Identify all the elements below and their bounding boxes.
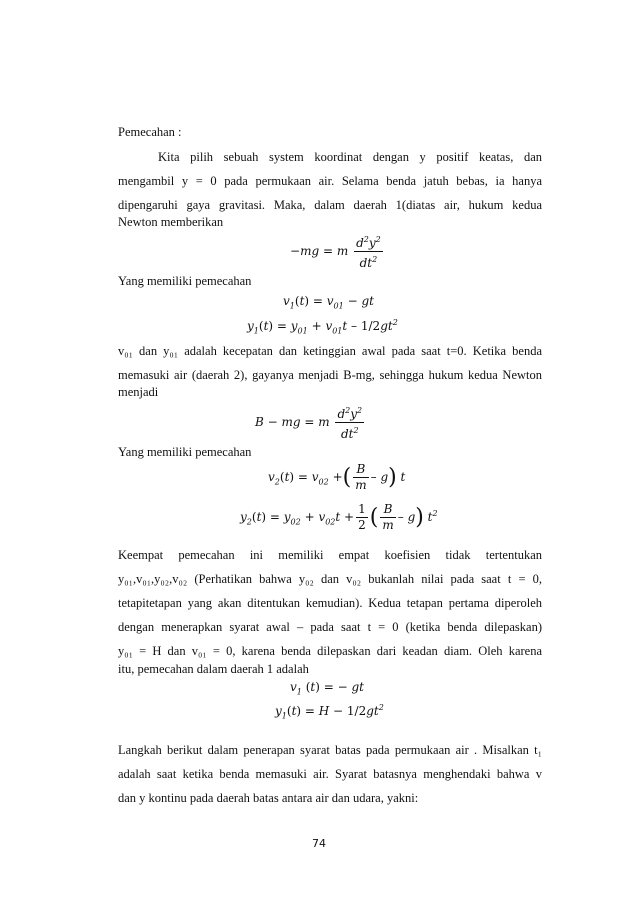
paragraph-1-line-3: dipengaruhi gaya gravitasi. Maka, dalam daerah 1(diatas air, hukum kedua <box>118 198 542 212</box>
equation-2: $v_1(t) = v_{01}$ − gt <box>283 294 374 311</box>
solution-label-1: Yang memiliki pemecahan <box>118 274 252 288</box>
equation-5: $v_2(t) = v_{02}$ +( $\frac{B}{m}$ – g) t <box>268 462 406 492</box>
equation-4: B − mg = m $\frac{d^2y^2}{dt^2}$ <box>255 403 366 442</box>
paragraph-1-line-1: Kita pilih sebuah system koordinat dengan y positif keatas, dan <box>158 150 542 164</box>
paragraph-3-line-5: y₀₁ = H dan v₀₁ = 0, karena benda dilepaskan dari keadan diam. Oleh karena <box>118 644 542 658</box>
paragraph-3-line-2: y₀₁,v₀₁,y₀₂,v₀₂ (Perhatikan bahwa y₀₂ dan v₀₂ bukanlah nilai pada saat t = 0, <box>118 572 542 586</box>
paragraph-2-line-2: memasuki air (daerah 2), gayanya menjadi B-mg, sehingga hukum kedua Newton <box>118 368 542 382</box>
paragraph-4-line-2: adalah saat ketika benda memasuki air. Syarat batasnya menghendaki bahwa v <box>118 767 542 781</box>
paragraph-4-line-1: Langkah berikut dalam penerapan syarat batas pada permukaan air . Misalkan t₁ <box>118 743 542 757</box>
equation-3: $y_1(t) = y_{01} + v_{01}t - 1/2gt^2$ <box>247 318 398 336</box>
solution-label-2: Yang memiliki pemecahan <box>118 445 252 459</box>
paragraph-2-line-3: menjadi <box>118 385 159 399</box>
paragraph-1-line-2: mengambil y = 0 pada permukaan air. Selama benda jatuh bebas, ia hanya <box>118 174 542 188</box>
equation-8: $y_1(t) = H - 1/2gt^2$ <box>275 703 384 721</box>
paragraph-2-line-1: v₀₁ dan y₀₁ adalah kecepatan dan ketinggian awal pada saat t=0. Ketika benda <box>118 344 542 358</box>
equation-7: $v_1$ (t) = − gt <box>290 680 364 697</box>
page-number: 74 <box>312 837 326 850</box>
equation-1: −mg = m $\frac{d^2y^2}{dt^2}$ <box>290 232 385 271</box>
section-heading: Pemecahan : <box>118 125 182 139</box>
paragraph-3-line-6: itu, pemecahan dalam daerah 1 adalah <box>118 662 309 676</box>
paragraph-3-line-4: dengan menerapkan syarat awal – pada saat t = 0 (ketika benda dilepaskan) <box>118 620 542 634</box>
paragraph-4-line-3: dan y kontinu pada daerah batas antara air dan udara, yakni: <box>118 791 419 805</box>
paragraph-3-line-3: tetapitetapan yang akan ditentukan kemudian). Kedua tetapan pertama diperoleh <box>118 596 542 610</box>
equation-6: $y_2(t) = y_{02} + v_{02}t$ + $\frac{1}{2}$ ( $\frac{B}{m}$ – g) $t^2$ <box>240 502 438 532</box>
paragraph-1-line-4: Newton memberikan <box>118 215 224 229</box>
paragraph-3-line-1: Keempat pemecahan ini memiliki empat koefisien tidak tertentukan <box>118 548 542 562</box>
